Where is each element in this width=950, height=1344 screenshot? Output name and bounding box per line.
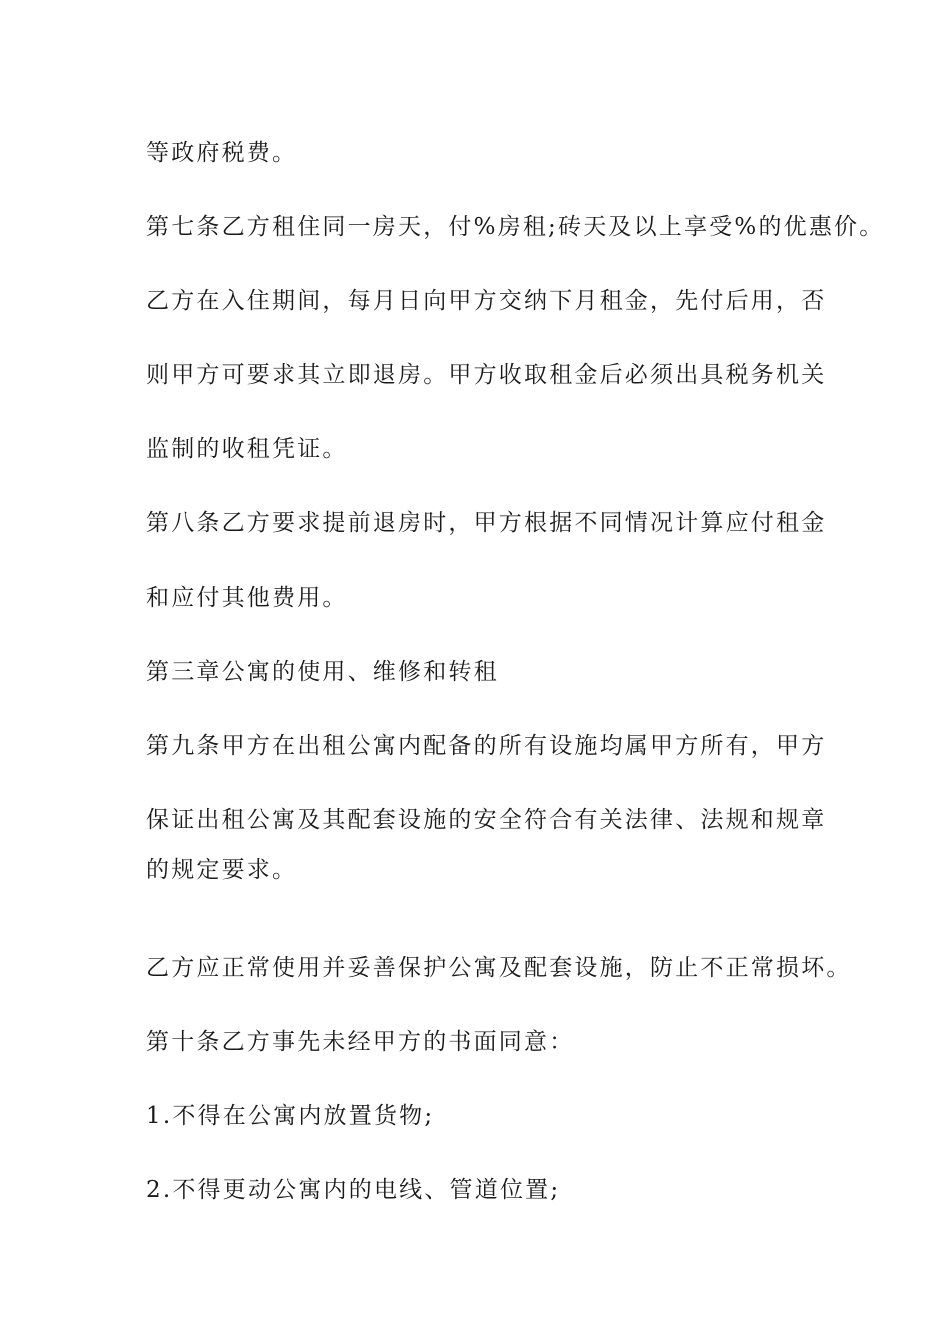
paragraph-line: 则甲方可要求其立即退房。甲方收取租金后必须出具税务机关 (146, 362, 827, 388)
list-item: 2.不得更动公寓内的电线、管道位置; (146, 1177, 561, 1203)
chapter-heading: 第三章公寓的使用、维修和转租 (146, 659, 499, 685)
paragraph-line: 乙方在入住期间，每月日向甲方交纳下月租金，先付后用，否 (146, 288, 827, 314)
paragraph-line: 第十条乙方事先未经甲方的书面同意： (146, 1029, 575, 1055)
paragraph-line: 乙方应正常使用并妥善保护公寓及配套设施，防止不正常损坏。 (146, 955, 852, 981)
paragraph-line: 第九条甲方在出租公寓内配备的所有设施均属甲方所有，甲方 (146, 733, 827, 759)
paragraph-line: 等政府税费。 (146, 140, 298, 166)
list-item: 1.不得在公寓内放置货物; (146, 1103, 435, 1129)
paragraph-line: 的规定要求。 (146, 857, 298, 883)
paragraph-line: 保证出租公寓及其配套设施的安全符合有关法律、法规和规章 (146, 807, 827, 833)
paragraph-line: 和应付其他费用。 (146, 585, 348, 611)
paragraph-line: 第七条乙方租住同一房天，付%房租;砖天及以上享受%的优惠价。 (146, 214, 885, 240)
paragraph-line: 第八条乙方要求提前退房时，甲方根据不同情况计算应付租金 (146, 510, 827, 536)
paragraph-line: 监制的收租凭证。 (146, 436, 348, 462)
